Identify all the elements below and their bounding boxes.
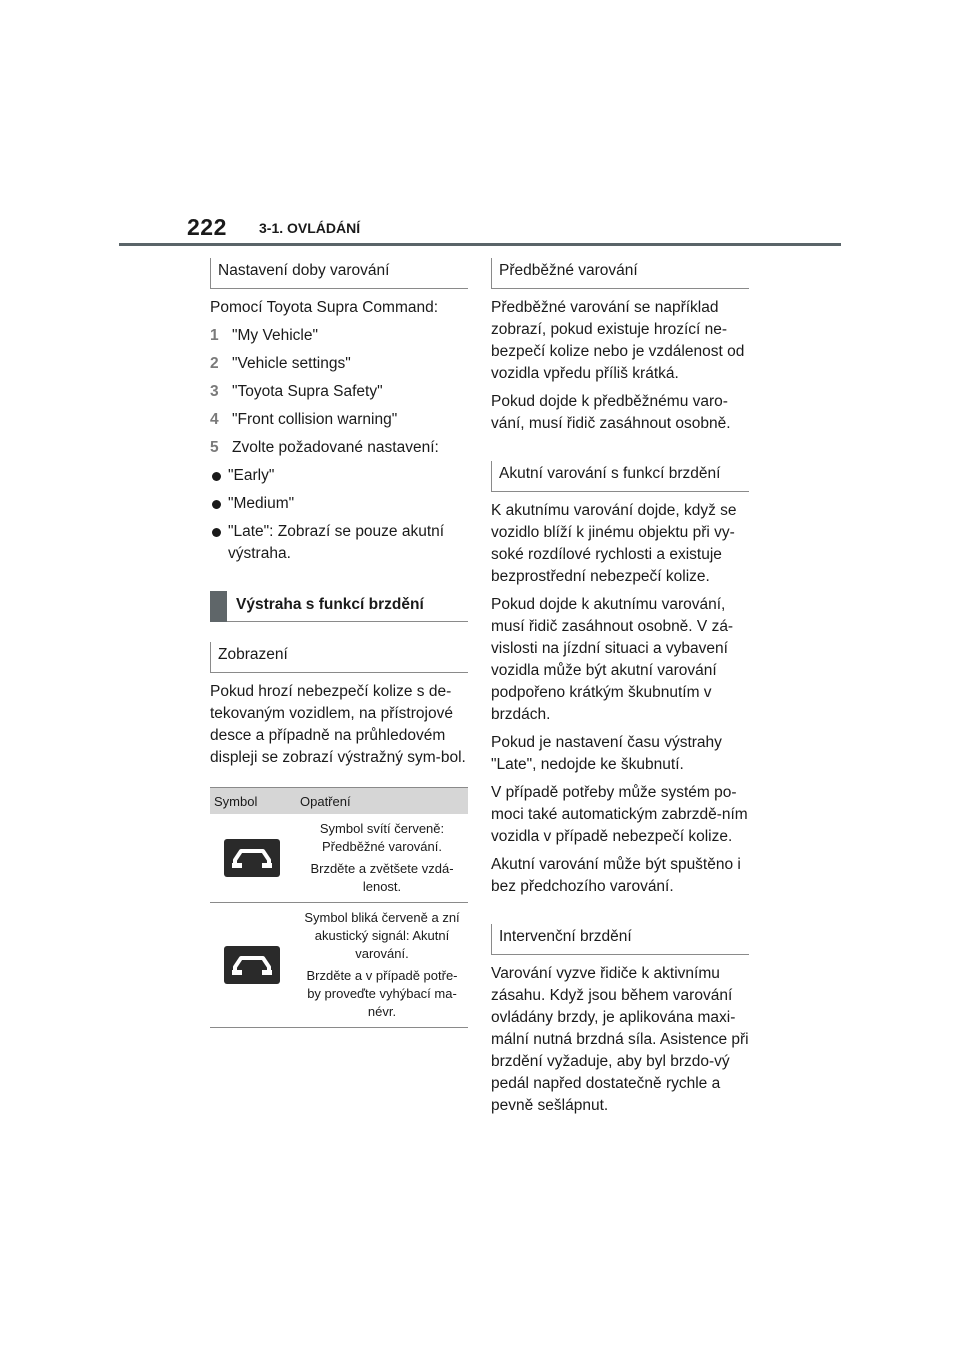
page-number: 222: [187, 214, 227, 240]
step-item: 5 Zvolte požadované nastavení:: [210, 439, 439, 456]
symbol-table: [210, 787, 468, 1028]
car-warning-icon: [224, 946, 280, 984]
options-list: [210, 465, 468, 565]
step-item: 3 "Toyota Supra Safety": [210, 383, 383, 400]
subheading-display: Zobrazení: [210, 642, 468, 673]
right-column: Předběžné varování Předběžné varování se například zobrazí, pokud existuje hrozící ne-bezpečí kolize nebo je vzdálenost od vozidla vpředu příliš krátká. Pokud dojde k předběžnému varo-vání, musí řidič zasáhnout osobně. Akutní varování s funkcí brzdění K akutnímu varování dojde, když se vozidlo blíží k jinému objektu při vy-soké rozdílové rychlosti a existuje bezprostřední nebezpečí kolize. Pokud dojde k akutnímu varování, musí řidič zasáhnout osobně. V zá-vislosti na jízdní situaci a vybavení vozidla může být akutní varování podpořeno krátkým škubnutím v brzdách. Pokud je nastavení času výstrahy "Late", nedojde ke škubnutí. V případě potřeby může systém po-moci také automatickým zabrzdě-ním vozidla v případě nebezpečí kolize. Akutní varování může být spuštěno i bez předchozího varování. Intervenční brzdění Varování vyzve řidiče k aktivnímu zásahu. Když jsou během varování ovládány brzdy, je aplikována maxi-mální nutná brzdná síla. Asistence při brzdění vyžaduje, aby byl brzdo-vý pedál napřed dostatečně rychle a pevně sešlápnut.: [491, 258, 749, 1123]
left-column: [210, 258, 468, 1028]
car-warning-icon: [224, 839, 280, 877]
table-row: Symbol svítí červeně: Předběžné varování. Brzděte a zvětšete vzdá-lenost.: [210, 814, 468, 903]
step-item: 2 "Vehicle settings": [210, 355, 351, 372]
subheading-pre-warning: Předběžné varování: [491, 258, 749, 289]
header-rule: [119, 243, 841, 246]
section-heading-brake-warning: Výstraha s funkcí brzdění: [210, 591, 468, 622]
bullet-icon: [212, 472, 221, 481]
step-item: 1 "My Vehicle": [210, 327, 318, 344]
bullet-icon: [212, 528, 221, 537]
option-item: "Late": Zobrazí se pouze akutní výstraha.: [210, 521, 468, 565]
bullet-icon: [212, 500, 221, 509]
col-header-symbol: Symbol: [210, 788, 296, 815]
table-row: Symbol bliká červeně a zní akustický signál: Akutní varování. Brzděte a v případě potře-by proveďte vyhýbací ma-névr.: [210, 903, 468, 1028]
display-text: Pokud hrozí nebezpečí kolize s de-tekovaným vozidlem, na přístrojové desce a případně na průhledovém displeji se zobrazí výstražný sym-bol.: [210, 683, 466, 766]
subheading-acute-warning: Akutní varování s funkcí brzdění: [491, 461, 749, 492]
table-header-row: [210, 788, 468, 815]
steps-list: [210, 325, 468, 459]
option-item: "Medium": [210, 493, 468, 515]
section-bar: [210, 591, 227, 622]
subheading-warning-time: Nastavení doby varování: [210, 258, 468, 289]
intro-text: Pomocí Toyota Supra Command:: [210, 299, 439, 316]
col-header-action: Opatření: [296, 788, 468, 815]
option-item: "Early": [210, 465, 468, 487]
subheading-intervention-braking: Intervenční brzdění: [491, 924, 749, 955]
step-item: 4 "Front collision warning": [210, 411, 398, 428]
chapter-title: 3-1. OVLÁDÁNÍ: [259, 220, 361, 236]
